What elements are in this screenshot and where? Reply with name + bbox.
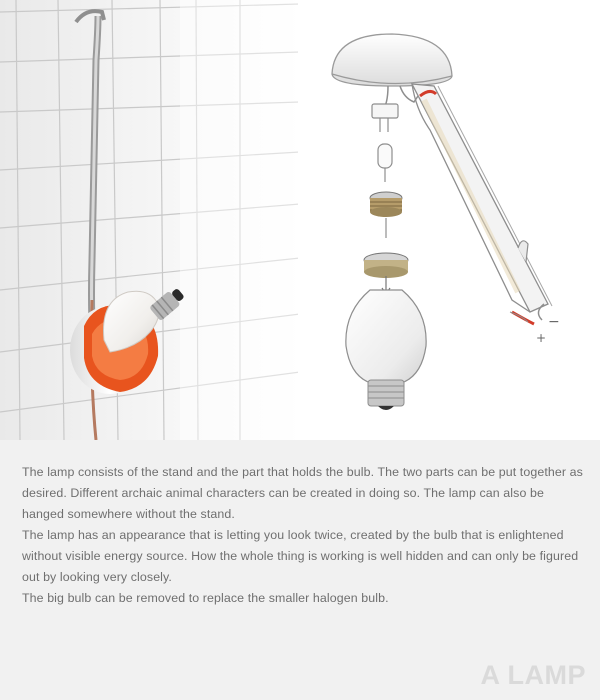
product-title: A LAMP	[480, 660, 586, 690]
description-paragraph-3: The big bulb can be removed to replace the smaller halogen bulb.	[22, 591, 389, 605]
description-paragraph-2: The lamp has an appearance that is letting you look twice, created by the bulb that is enlightened without visible energy source. How the whole thing is working is well hidden and can only be figured out by looking very closely.	[22, 528, 579, 584]
description-paragraph-1: The lamp consists of the stand and the part that holds the bulb. The two parts can be put together as desired. Different archaic animal characters can be created in doing so. The lamp can also be hanged somewhere without the stand.	[22, 465, 583, 521]
exploded-view-diagram	[300, 0, 600, 440]
plus-terminal-label: +	[536, 331, 547, 345]
product-description	[22, 462, 588, 609]
minus-terminal-label: −	[548, 314, 560, 330]
description-panel	[0, 440, 600, 700]
lamp-photo	[0, 0, 300, 440]
